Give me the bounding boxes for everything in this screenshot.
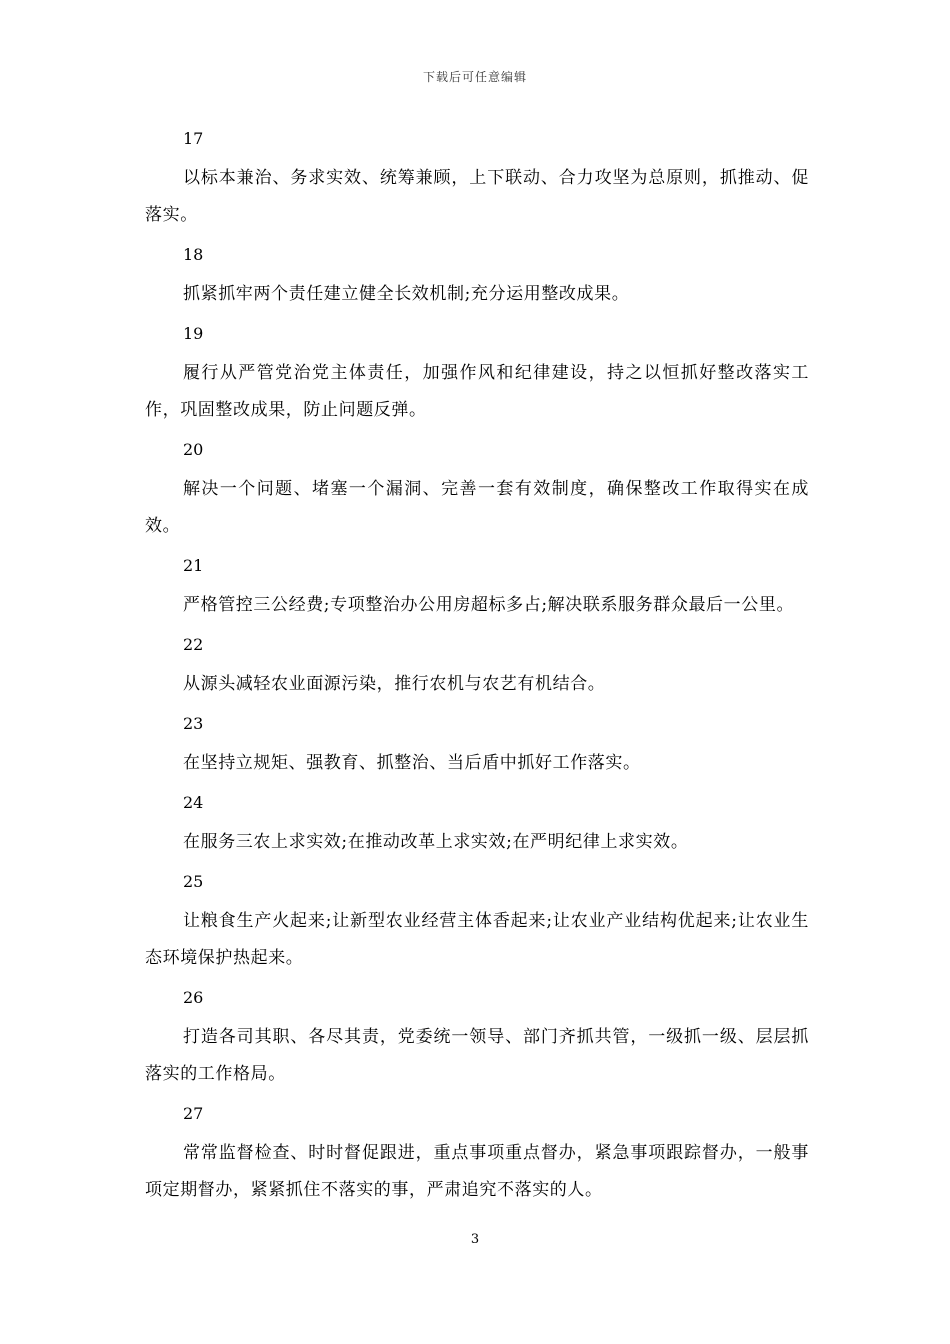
page-header: 下载后可任意编辑 [422,70,527,84]
item-number: 19 [183,324,204,343]
page-number: 3 [470,1232,480,1247]
item-number: 24 [183,793,204,812]
item-paragraph: 解决一个问题、堵塞一个漏洞、完善一套有效制度，确保整改工作取得实在成效。 [145,479,809,536]
item-paragraph: 打造各司其职、各尽其责，党委统一领导、部门齐抓共管，一级抓一级、层层抓落实的工作格局。 [145,1027,809,1084]
item-number: 21 [183,556,204,575]
item-paragraph: 以标本兼治、务求实效、统筹兼顾，上下联动、合力攻坚为总原则，抓推动、促落实。 [145,168,809,225]
document-body [145,122,809,1213]
item-paragraph: 在坚持立规矩、强教育、抓整治、当后盾中抓好工作落实。 [183,753,641,773]
item-number: 18 [183,245,204,264]
item-paragraph: 在服务三农上求实效;在推动改革上求实效;在严明纪律上求实效。 [183,832,689,852]
item-number: 27 [183,1104,204,1123]
item-number: 26 [183,988,204,1007]
item-number: 23 [183,714,204,733]
item-paragraph: 让粮食生产火起来;让新型农业经营主体香起来;让农业产业结构优起来;让农业生态环境保护热起来。 [145,911,809,968]
item-number: 17 [183,129,204,148]
item-number: 25 [183,872,204,891]
item-paragraph: 从源头减轻农业面源污染，推行农机与农艺有机结合。 [183,674,606,694]
item-paragraph: 常常监督检查、时时督促跟进，重点事项重点督办，紧急事项跟踪督办，一般事项定期督办，紧紧抓住不落实的事，严肃追究不落实的人。 [145,1143,809,1200]
item-paragraph: 抓紧抓牢两个责任建立健全长效机制;充分运用整改成果。 [183,284,630,304]
item-number: 20 [183,440,204,459]
item-paragraph: 履行从严管党治党主体责任，加强作风和纪律建设，持之以恒抓好整改落实工作，巩固整改成果，防止问题反弹。 [145,363,809,420]
item-paragraph: 严格管控三公经费;专项整治办公用房超标多占;解决联系服务群众最后一公里。 [183,595,795,615]
item-number: 22 [183,635,204,654]
